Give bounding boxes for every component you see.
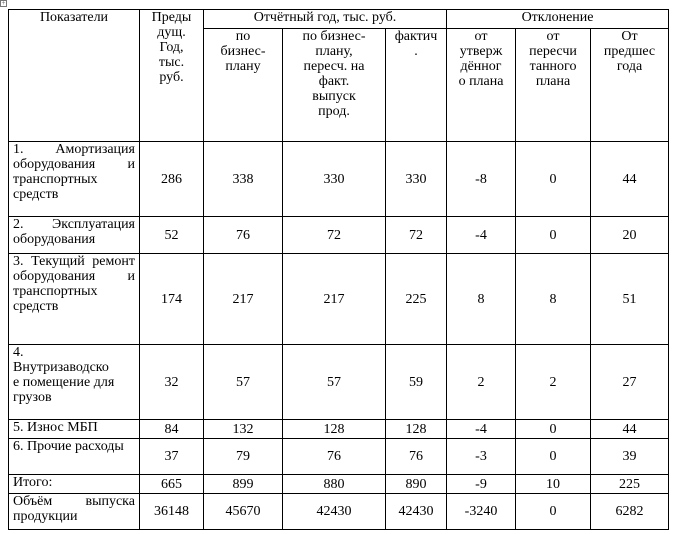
cell-actual: 225 xyxy=(386,254,447,345)
row-label: Объём выпуска продукции xyxy=(9,494,140,530)
header-indicators: Показатели xyxy=(9,10,140,142)
table-row xyxy=(9,494,669,530)
cell-recalc: 76 xyxy=(283,439,386,475)
cell-dev-prev: 20 xyxy=(591,217,669,254)
header-by-plan: по бизнес- плану xyxy=(204,29,283,142)
cell-dev-prev: 6282 xyxy=(591,494,669,530)
cell-dev-approved: -4 xyxy=(447,420,516,439)
cell-actual: 42430 xyxy=(386,494,447,530)
cell-prev: 32 xyxy=(140,345,204,420)
cell-dev-prev: 44 xyxy=(591,420,669,439)
cell-dev-approved: 2 xyxy=(447,345,516,420)
row-label: 5. Износ МБП xyxy=(9,420,140,439)
cell-dev-prev: 44 xyxy=(591,142,669,217)
cell-actual: 72 xyxy=(386,217,447,254)
cell-plan: 132 xyxy=(204,420,283,439)
cell-prev: 36148 xyxy=(140,494,204,530)
cell-actual: 59 xyxy=(386,345,447,420)
cell-plan: 79 xyxy=(204,439,283,475)
cell-actual: 76 xyxy=(386,439,447,475)
cell-prev: 37 xyxy=(140,439,204,475)
row-label: 6. Прочие расходы xyxy=(9,439,140,475)
header-dev-recalc: от пересчи танного плана xyxy=(516,29,591,142)
cell-prev: 84 xyxy=(140,420,204,439)
cell-prev: 52 xyxy=(140,217,204,254)
cell-dev-recalc: 0 xyxy=(516,494,591,530)
cell-dev-recalc: 8 xyxy=(516,254,591,345)
cell-prev: 665 xyxy=(140,475,204,494)
table-move-handle-icon[interactable]: + xyxy=(1,0,6,7)
cell-dev-approved: -9 xyxy=(447,475,516,494)
cell-dev-recalc: 0 xyxy=(516,142,591,217)
cell-prev: 286 xyxy=(140,142,204,217)
table-row xyxy=(9,142,669,217)
cell-recalc: 128 xyxy=(283,420,386,439)
cell-dev-recalc: 10 xyxy=(516,475,591,494)
cell-dev-prev: 225 xyxy=(591,475,669,494)
cell-dev-recalc: 2 xyxy=(516,345,591,420)
row-label: 2. Эксплуатация оборудования xyxy=(9,217,140,254)
table-row xyxy=(9,345,669,420)
cell-recalc: 72 xyxy=(283,217,386,254)
header-actual: фактич . xyxy=(386,29,447,142)
cell-dev-recalc: 0 xyxy=(516,439,591,475)
cell-dev-recalc: 0 xyxy=(516,217,591,254)
cell-actual: 890 xyxy=(386,475,447,494)
cell-dev-prev: 27 xyxy=(591,345,669,420)
row-label: 4. Внутризаводско е помещение для грузов xyxy=(9,345,140,420)
cell-dev-approved: 8 xyxy=(447,254,516,345)
cell-plan: 45670 xyxy=(204,494,283,530)
cell-dev-recalc: 0 xyxy=(516,420,591,439)
cell-plan: 899 xyxy=(204,475,283,494)
cell-plan: 57 xyxy=(204,345,283,420)
cell-dev-approved: -3240 xyxy=(447,494,516,530)
header-prev-year: Преды дущ. Год, тыс. руб. xyxy=(140,10,204,142)
cell-dev-prev: 51 xyxy=(591,254,669,345)
cell-plan: 338 xyxy=(204,142,283,217)
cell-recalc: 57 xyxy=(283,345,386,420)
cell-dev-prev: 39 xyxy=(591,439,669,475)
expenses-table xyxy=(8,9,669,530)
header-dev-approved: от утверж дённог о плана xyxy=(447,29,516,142)
cell-dev-approved: -8 xyxy=(447,142,516,217)
cell-dev-approved: -4 xyxy=(447,217,516,254)
table-row-total xyxy=(9,475,669,494)
cell-actual: 128 xyxy=(386,420,447,439)
row-label: 1. Амортизация оборудования и транспортных средств xyxy=(9,142,140,217)
cell-plan: 217 xyxy=(204,254,283,345)
row-label: Итого: xyxy=(9,475,140,494)
header-report-year: Отчётный год, тыс. руб. xyxy=(204,10,447,29)
table-row xyxy=(9,439,669,475)
header-dev-prev: От предшес года xyxy=(591,29,669,142)
table-row xyxy=(9,254,669,345)
header-deviation: Отклонение xyxy=(447,10,669,29)
cell-recalc: 42430 xyxy=(283,494,386,530)
cell-prev: 174 xyxy=(140,254,204,345)
header-by-plan-recalc: по бизнес- плану, пересч. на факт. выпуск прод. xyxy=(283,29,386,142)
cell-plan: 76 xyxy=(204,217,283,254)
table-row xyxy=(9,217,669,254)
row-label: 3. Текущий ремонт оборудования и транспортных средств xyxy=(9,254,140,345)
cell-recalc: 880 xyxy=(283,475,386,494)
cell-recalc: 330 xyxy=(283,142,386,217)
cell-actual: 330 xyxy=(386,142,447,217)
cell-dev-approved: -3 xyxy=(447,439,516,475)
cell-recalc: 217 xyxy=(283,254,386,345)
table-row xyxy=(9,420,669,439)
